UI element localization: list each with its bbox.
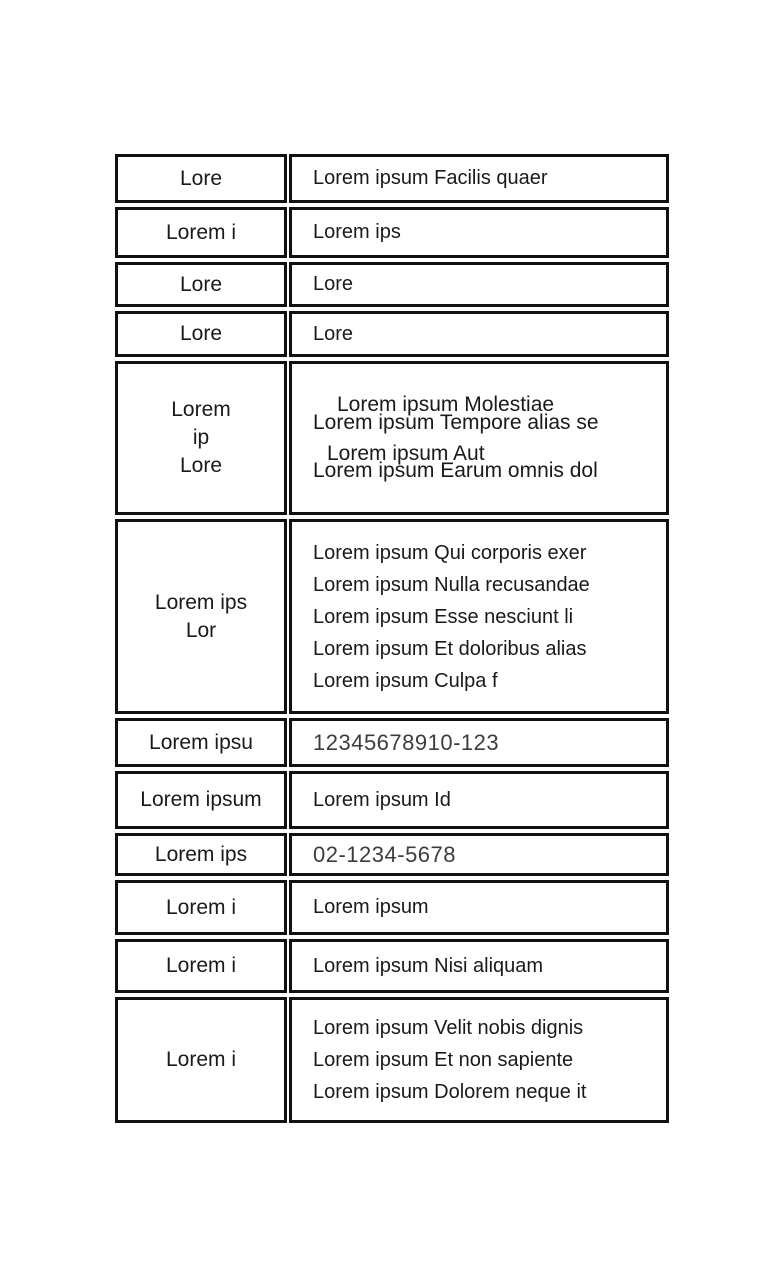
row-value-cell	[289, 880, 669, 935]
row-value-cell	[289, 833, 669, 876]
row-value: Lore	[313, 322, 354, 345]
info-table	[115, 154, 669, 1123]
row-value-line: Lorem ipsum Velit nobis dignis	[313, 1017, 584, 1039]
row-value-line: Lorem ipsum Qui corporis exer	[313, 541, 587, 564]
row-label-cell	[115, 154, 287, 203]
row-value-line: Lorem ipsum Culpa f	[313, 669, 498, 692]
table-row	[115, 207, 669, 258]
row-label: Lorem i	[165, 954, 237, 977]
row-label-cell	[115, 880, 287, 935]
row-value-cell	[289, 939, 669, 993]
row-value-line: Lorem ipsum Nulla recusandae	[313, 573, 590, 596]
row-label-cell	[115, 361, 287, 515]
row-label-line: Lorem ips	[154, 590, 248, 614]
table-row	[115, 718, 669, 767]
row-label-cell	[115, 519, 287, 714]
row-value-line: Lorem ipsum Aut	[327, 441, 485, 465]
row-label-cell	[115, 997, 287, 1123]
row-label: Lore	[179, 322, 223, 345]
row-value-line: Lorem ipsum Dolorem neque it	[313, 1081, 587, 1103]
table-row	[115, 154, 669, 203]
row-label-line: Lor	[185, 618, 217, 642]
table-row	[115, 311, 669, 357]
table-row	[115, 262, 669, 307]
row-value: Lorem ipsum	[313, 896, 429, 918]
row-label-cell	[115, 311, 287, 357]
row-label: Lorem i	[165, 220, 237, 244]
row-label-line: Lore	[179, 454, 223, 477]
row-value-cell	[289, 207, 669, 258]
row-value-cell	[289, 262, 669, 307]
row-value-cell	[289, 997, 669, 1123]
row-value-line: Lorem ipsum Molestiae	[337, 393, 555, 417]
row-label: Lorem ipsu	[149, 730, 253, 754]
row-label: Lorem i	[165, 895, 237, 919]
table-row	[115, 771, 669, 829]
table-row	[115, 939, 669, 993]
row-value-paragraph	[313, 393, 599, 434]
row-value-cell	[289, 718, 669, 767]
row-label: Lorem ipsum	[140, 788, 262, 811]
row-value: Lore	[313, 273, 354, 295]
table-row	[115, 833, 669, 876]
row-value: Lorem ipsum Id	[313, 788, 451, 811]
row-value: Lorem ipsum Nisi aliquam	[313, 954, 544, 977]
phone-number: 02-1234-5678	[313, 841, 457, 867]
row-label-line: Lorem	[171, 398, 231, 421]
row-value-line: Lorem ipsum Et non sapiente	[313, 1049, 574, 1071]
row-label-cell	[115, 833, 287, 876]
row-value-cell	[289, 311, 669, 357]
row-value-cell	[289, 519, 669, 714]
row-label: Lorem ips	[154, 842, 248, 866]
row-value-cell	[289, 771, 669, 829]
row-label-cell	[115, 262, 287, 307]
table-row	[115, 997, 669, 1123]
row-label: Lorem i	[165, 1048, 237, 1071]
row-label-cell	[115, 939, 287, 993]
table-row	[115, 519, 669, 714]
row-value-cell	[289, 154, 669, 203]
row-value: Lorem ips	[313, 221, 401, 243]
row-value-line: Lorem ipsum Tempore alias se	[313, 410, 599, 434]
table-row	[115, 880, 669, 935]
row-label-cell	[115, 718, 287, 767]
registration-number: 12345678910-123	[313, 729, 500, 755]
row-value-line: Lorem ipsum Earum omnis dol	[313, 459, 598, 483]
row-value-line: Lorem ipsum Esse nesciunt li	[313, 605, 574, 628]
row-value-paragraph	[313, 441, 598, 483]
row-value-line: Lorem ipsum Et doloribus alias	[313, 637, 587, 660]
row-label: Lore	[179, 166, 223, 190]
row-value-cell	[289, 361, 669, 515]
row-value: Lorem ipsum Facilis quaer	[313, 167, 548, 189]
row-label-cell	[115, 771, 287, 829]
row-label: Lore	[179, 272, 223, 296]
table-row	[115, 361, 669, 515]
row-label-cell	[115, 207, 287, 258]
row-label-line: ip	[192, 426, 210, 449]
